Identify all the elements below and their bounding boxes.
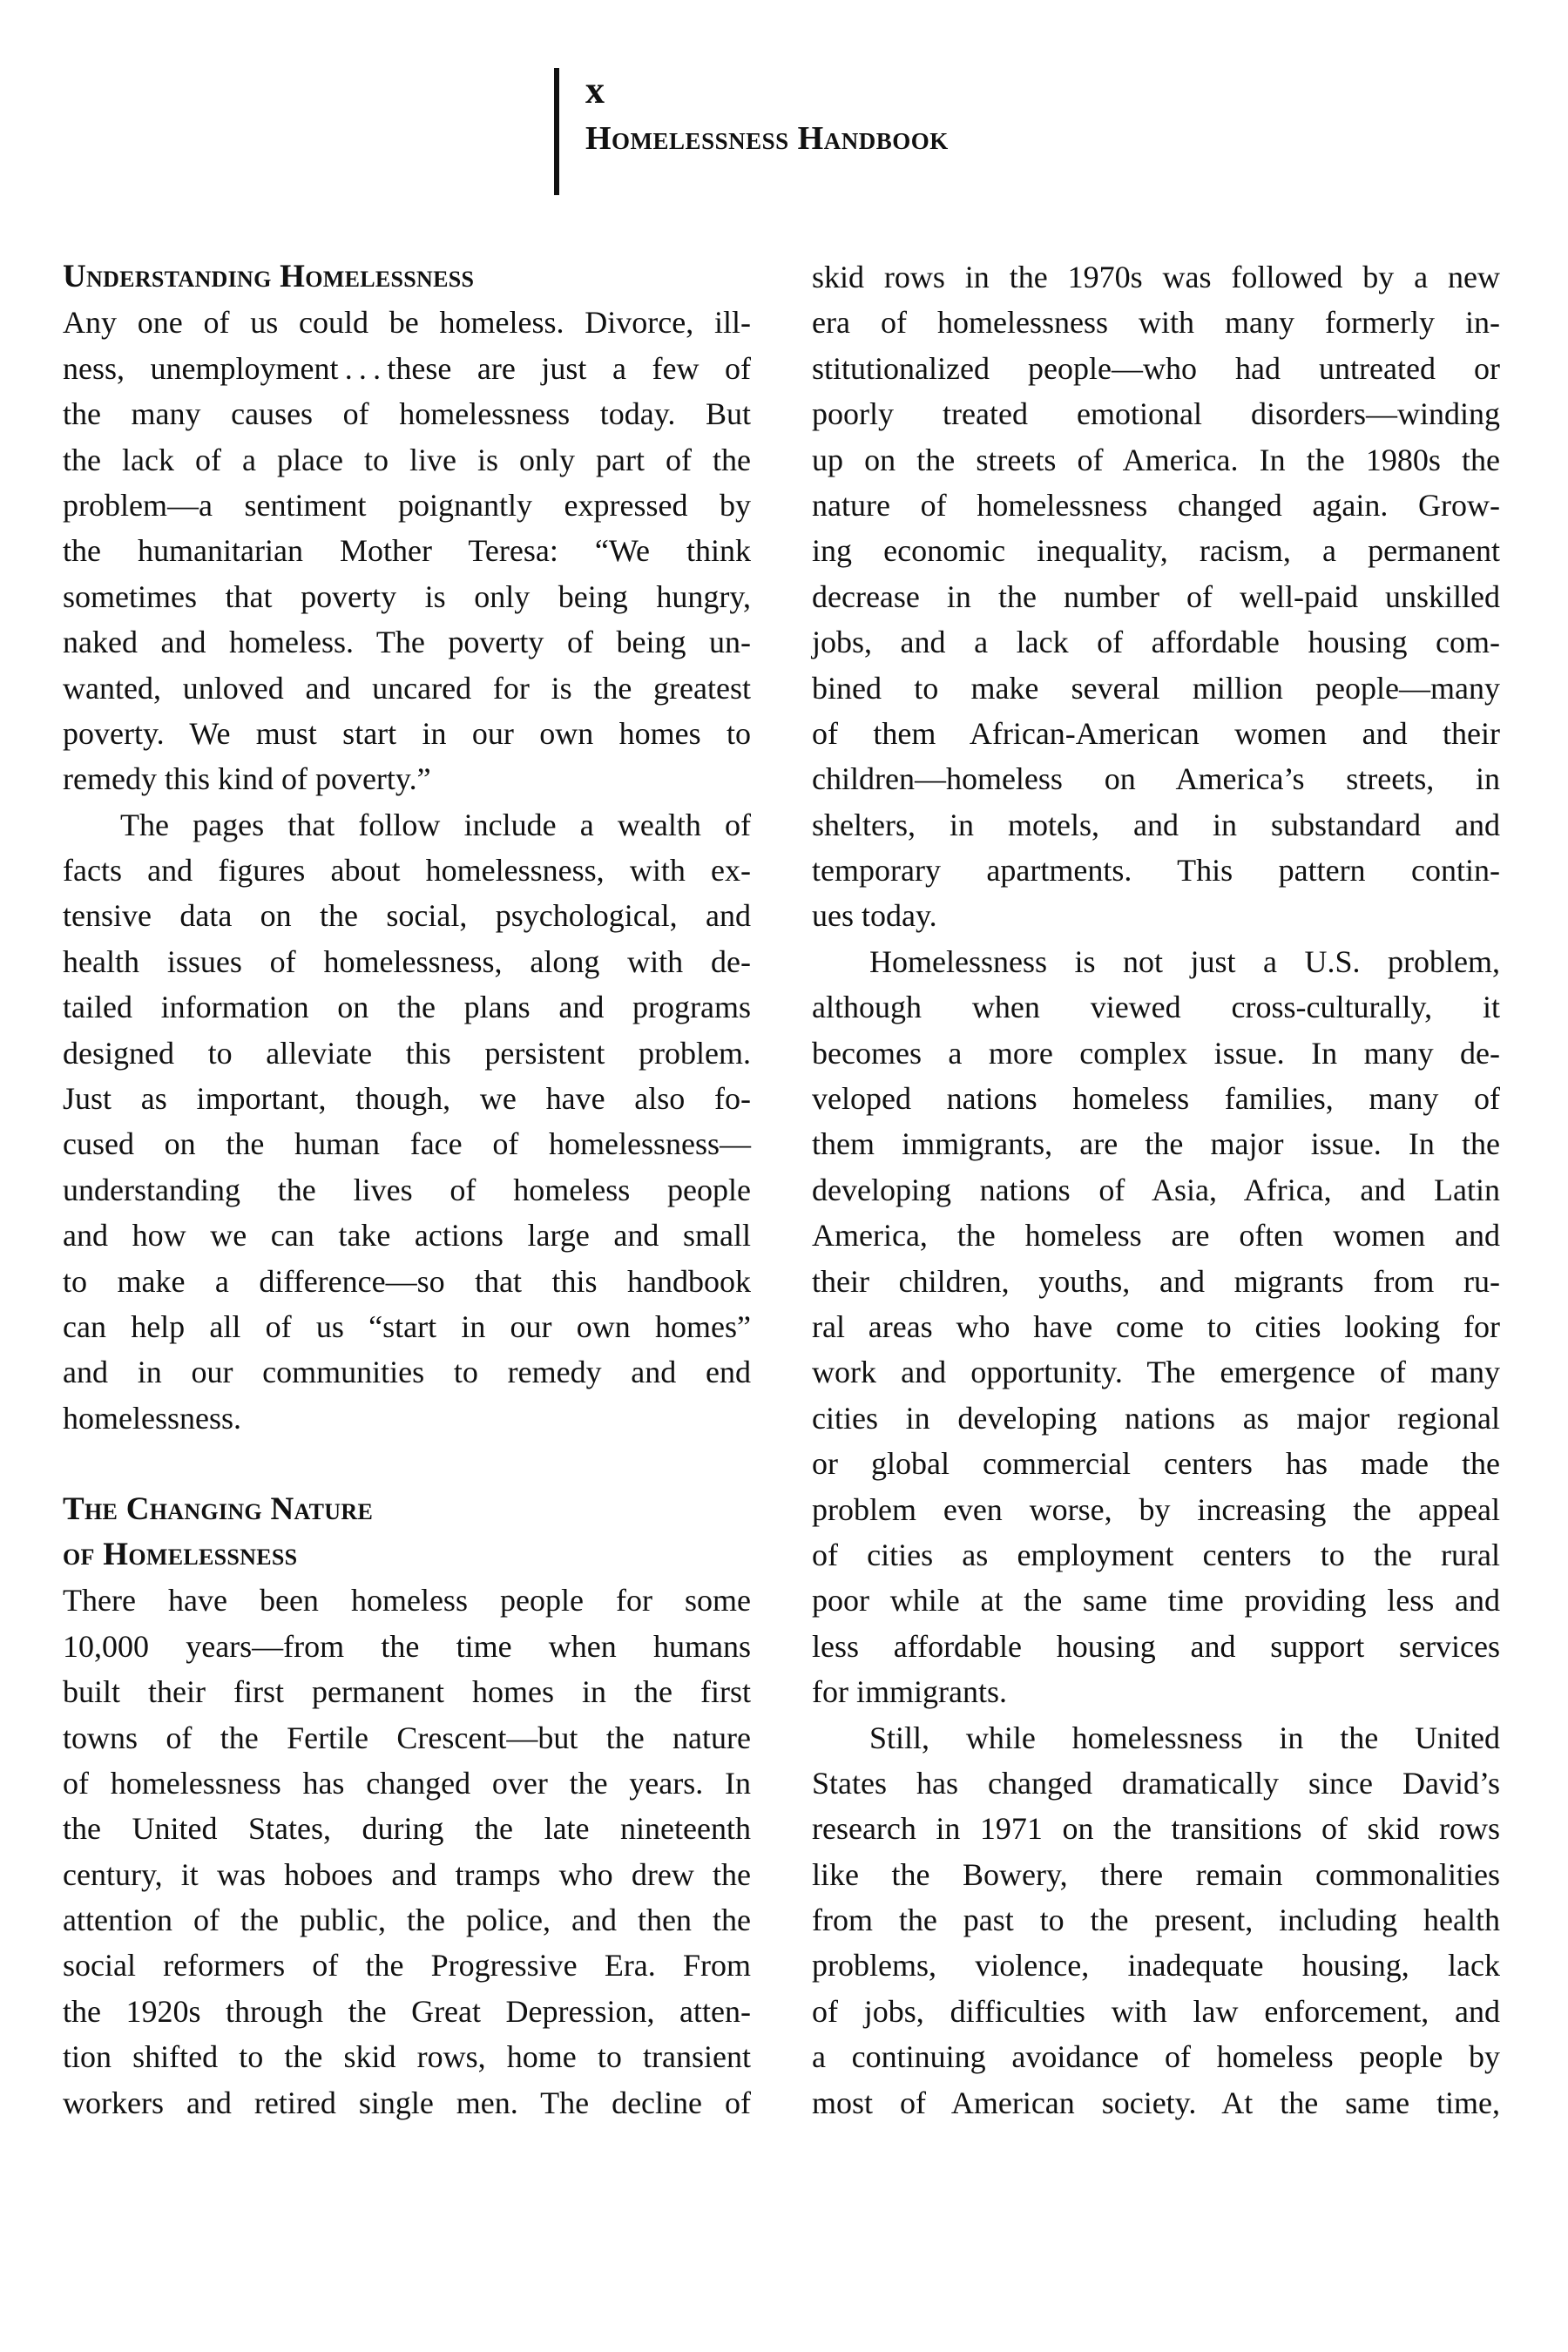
text-line: tailed information on the plans and programs (63, 990, 751, 1025)
text-line: cities in developing nations as major regional (812, 1400, 1500, 1436)
text-line: although when viewed cross-culturally, it (812, 990, 1500, 1025)
text-line: becomes a more complex issue. In many de- (812, 1035, 1500, 1071)
text-line: developing nations of Asia, Africa, and Latin (812, 1172, 1500, 1207)
text-line: 10,000 years—from the time when humans (63, 1628, 751, 1664)
text-line: There have been homeless people for some (63, 1583, 751, 1619)
text-line: naked and homeless. The poverty of being un- (63, 625, 751, 660)
text-line: shelters, in motels, and in substandard and (812, 807, 1500, 842)
text-line: of cities as employment centers to the rural (812, 1537, 1500, 1572)
paragraph-gap (63, 1441, 751, 1486)
text-line: research in 1971 on the transitions of skid rows (812, 1811, 1500, 1847)
text-line: of jobs, difficulties with law enforcement, and (812, 1993, 1500, 2029)
text-line: for immigrants. (812, 1674, 1007, 1710)
text-line: ness, unemployment . . . these are just a few of (63, 350, 751, 386)
section-heading: of Homelessness (63, 1536, 298, 1572)
text-line: the United States, during the late nineteenth (63, 1811, 751, 1847)
text-line: social reformers of the Progressive Era. From (63, 1948, 751, 1984)
text-line: bined to make several million people—many (812, 670, 1500, 706)
text-line: can help all of us “start in our own homes” (63, 1308, 751, 1344)
section-heading: The Changing Nature (63, 1490, 374, 1527)
text-line: era of homelessness with many formerly in- (812, 305, 1500, 341)
text-line: built their first permanent homes in the first (63, 1674, 751, 1710)
text-line: them immigrants, are the major issue. In the (812, 1126, 1500, 1162)
left-column (63, 254, 751, 2126)
right-column (812, 254, 1500, 2126)
text-line: children—homeless on America’s streets, in (812, 761, 1500, 797)
text-line: problem—a sentiment poignantly expressed by (63, 487, 751, 523)
section-heading: Understanding Homelessness (63, 259, 475, 294)
text-line: veloped nations homeless families, many of (812, 1081, 1500, 1117)
text-line: nature of homelessness changed again. Grow- (812, 487, 1500, 523)
text-line: from the past to the present, including health (812, 1903, 1500, 1938)
text-line: facts and figures about homelessness, with ex- (63, 853, 751, 889)
text-line: century, it was hoboes and tramps who drew the (63, 1856, 751, 1892)
text-line: most of American society. At the same time, (812, 2085, 1500, 2120)
text-line: problems, violence, inadequate housing, lack (812, 1948, 1500, 1984)
text-line: cused on the human face of homelessness— (63, 1126, 751, 1162)
text-line: a continuing avoidance of homeless people by (812, 2039, 1500, 2075)
text-line: Any one of us could be homeless. Divorce, ill- (63, 305, 751, 341)
text-line: towns of the Fertile Crescent—but the nature (63, 1720, 751, 1755)
text-line: wanted, unloved and uncared for is the greatest (63, 670, 751, 706)
text-line: of homelessness has changed over the years. In (63, 1765, 751, 1801)
text-line: to make a difference—so that this handbook (63, 1263, 751, 1299)
text-line: of them African-American women and their (812, 715, 1500, 751)
text-line: work and opportunity. The emergence of many (812, 1355, 1500, 1390)
text-line: ral areas who have come to cities looking for (812, 1308, 1500, 1344)
text-line: homelessness. (63, 1400, 241, 1436)
text-line: or global commercial centers has made the (812, 1446, 1500, 1482)
text-line: up on the streets of America. In the 1980s the (812, 442, 1500, 477)
text-line: the many causes of homelessness today. But (63, 396, 751, 432)
text-line: ing economic inequality, racism, a permanent (812, 533, 1500, 569)
text-line: stitutionalized people—who had untreated or (812, 350, 1500, 386)
text-line: Still, while homelessness in the United (869, 1720, 1500, 1755)
text-line: The pages that follow include a wealth of (120, 807, 751, 842)
text-line: skid rows in the 1970s was followed by a new (812, 260, 1500, 294)
text-line: designed to alleviate this persistent problem. (63, 1035, 751, 1071)
text-line: remedy this kind of poverty.” (63, 761, 431, 797)
text-line: like the Bowery, there remain commonalities (812, 1856, 1500, 1892)
text-line: Just as important, though, we have also fo- (63, 1081, 751, 1117)
text-line: the 1920s through the Great Depression, atten- (63, 1993, 751, 2029)
running-head: Homelessness Handbook (585, 120, 949, 157)
text-line: the lack of a place to live is only part of the (63, 442, 751, 477)
text-line: attention of the public, the police, and then the (63, 1903, 751, 1938)
text-line: poorly treated emotional disorders—winding (812, 396, 1500, 432)
text-line: workers and retired single men. The decline of (63, 2085, 751, 2120)
text-line: temporary apartments. This pattern contin- (812, 853, 1500, 889)
text-line: their children, youths, and migrants from ru- (812, 1263, 1500, 1299)
text-line: America, the homeless are often women and (812, 1218, 1500, 1254)
text-line: less affordable housing and support services (812, 1628, 1500, 1664)
text-line: decrease in the number of well-paid unskilled (812, 578, 1500, 614)
header-rule (554, 68, 559, 195)
text-line: understanding the lives of homeless people (63, 1172, 751, 1207)
page-number: x (585, 69, 605, 112)
text-line: poor while at the same time providing less and (812, 1583, 1500, 1619)
text-line: tion shifted to the skid rows, home to transient (63, 2039, 751, 2075)
text-line: and how we can take actions large and small (63, 1218, 751, 1254)
text-line: poverty. We must start in our own homes to (63, 715, 751, 751)
text-line: ues today. (812, 898, 937, 934)
text-line: and in our communities to remedy and end (63, 1355, 751, 1390)
text-line: tensive data on the social, psychological, and (63, 898, 751, 934)
text-line: problem even worse, by increasing the appeal (812, 1491, 1500, 1527)
text-line: the humanitarian Mother Teresa: “We think (63, 533, 751, 569)
text-line: States has changed dramatically since David’s (812, 1765, 1500, 1801)
text-line: sometimes that poverty is only being hungry, (63, 578, 751, 614)
text-line: Homelessness is not just a U.S. problem, (869, 943, 1500, 979)
text-line: health issues of homelessness, along with de- (63, 943, 751, 979)
text-line: jobs, and a lack of affordable housing com- (812, 625, 1500, 660)
